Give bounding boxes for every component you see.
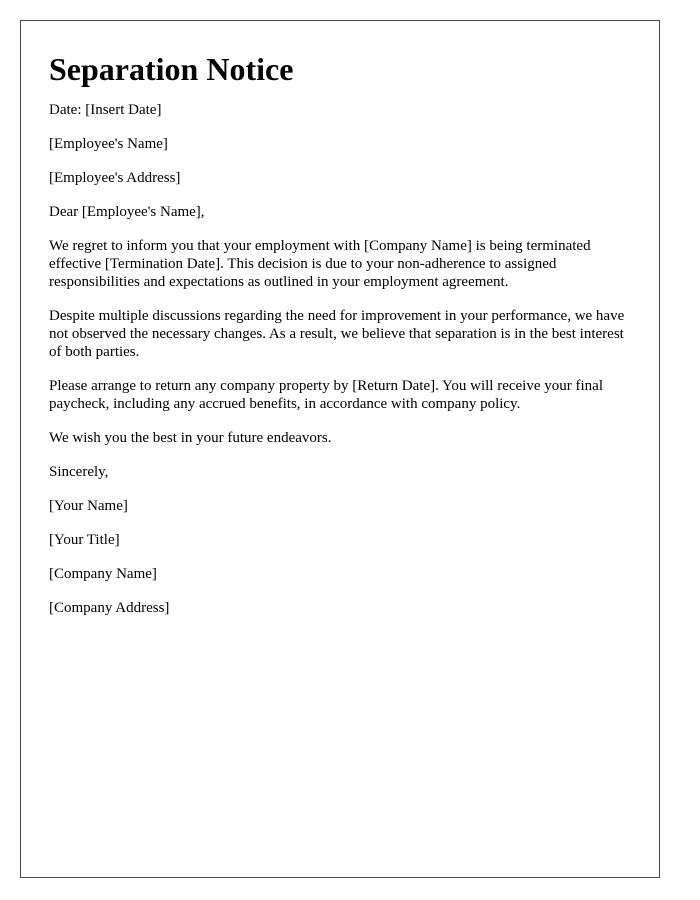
employee-address-line: [Employee's Address]	[49, 170, 181, 186]
signer-title: [Your Title]	[49, 532, 120, 548]
letter-body	[49, 101, 631, 617]
paragraph-property-return: Please arrange to return any company property by [Return Date]. You will receive your final paycheck, including any accrued benefits, in accordance with company policy.	[49, 378, 603, 412]
company-name: [Company Name]	[49, 566, 157, 582]
company-address: [Company Address]	[49, 600, 170, 616]
closing: Sincerely,	[49, 464, 109, 480]
paragraph-wishes: We wish you the best in your future endeavors.	[49, 430, 332, 446]
signer-name: [Your Name]	[49, 498, 128, 514]
employee-name-line: [Employee's Name]	[49, 136, 168, 152]
salutation: Dear [Employee's Name],	[49, 204, 205, 220]
paragraph-performance: Despite multiple discussions regarding the need for improvement in your performance, we have not observed the necessary changes. As a result, we believe that separation is in the best interest of both parties.	[49, 308, 625, 360]
letter-page	[20, 20, 660, 878]
date-line: Date: [Insert Date]	[49, 102, 162, 118]
paragraph-termination: We regret to inform you that your employment with [Company Name] is being terminated effective [Termination Date]. This decision is due to your non-adherence to assigned responsibilities and expectations as outlined in your employment agreement.	[49, 238, 591, 290]
page-title: Separation Notice	[49, 51, 294, 87]
